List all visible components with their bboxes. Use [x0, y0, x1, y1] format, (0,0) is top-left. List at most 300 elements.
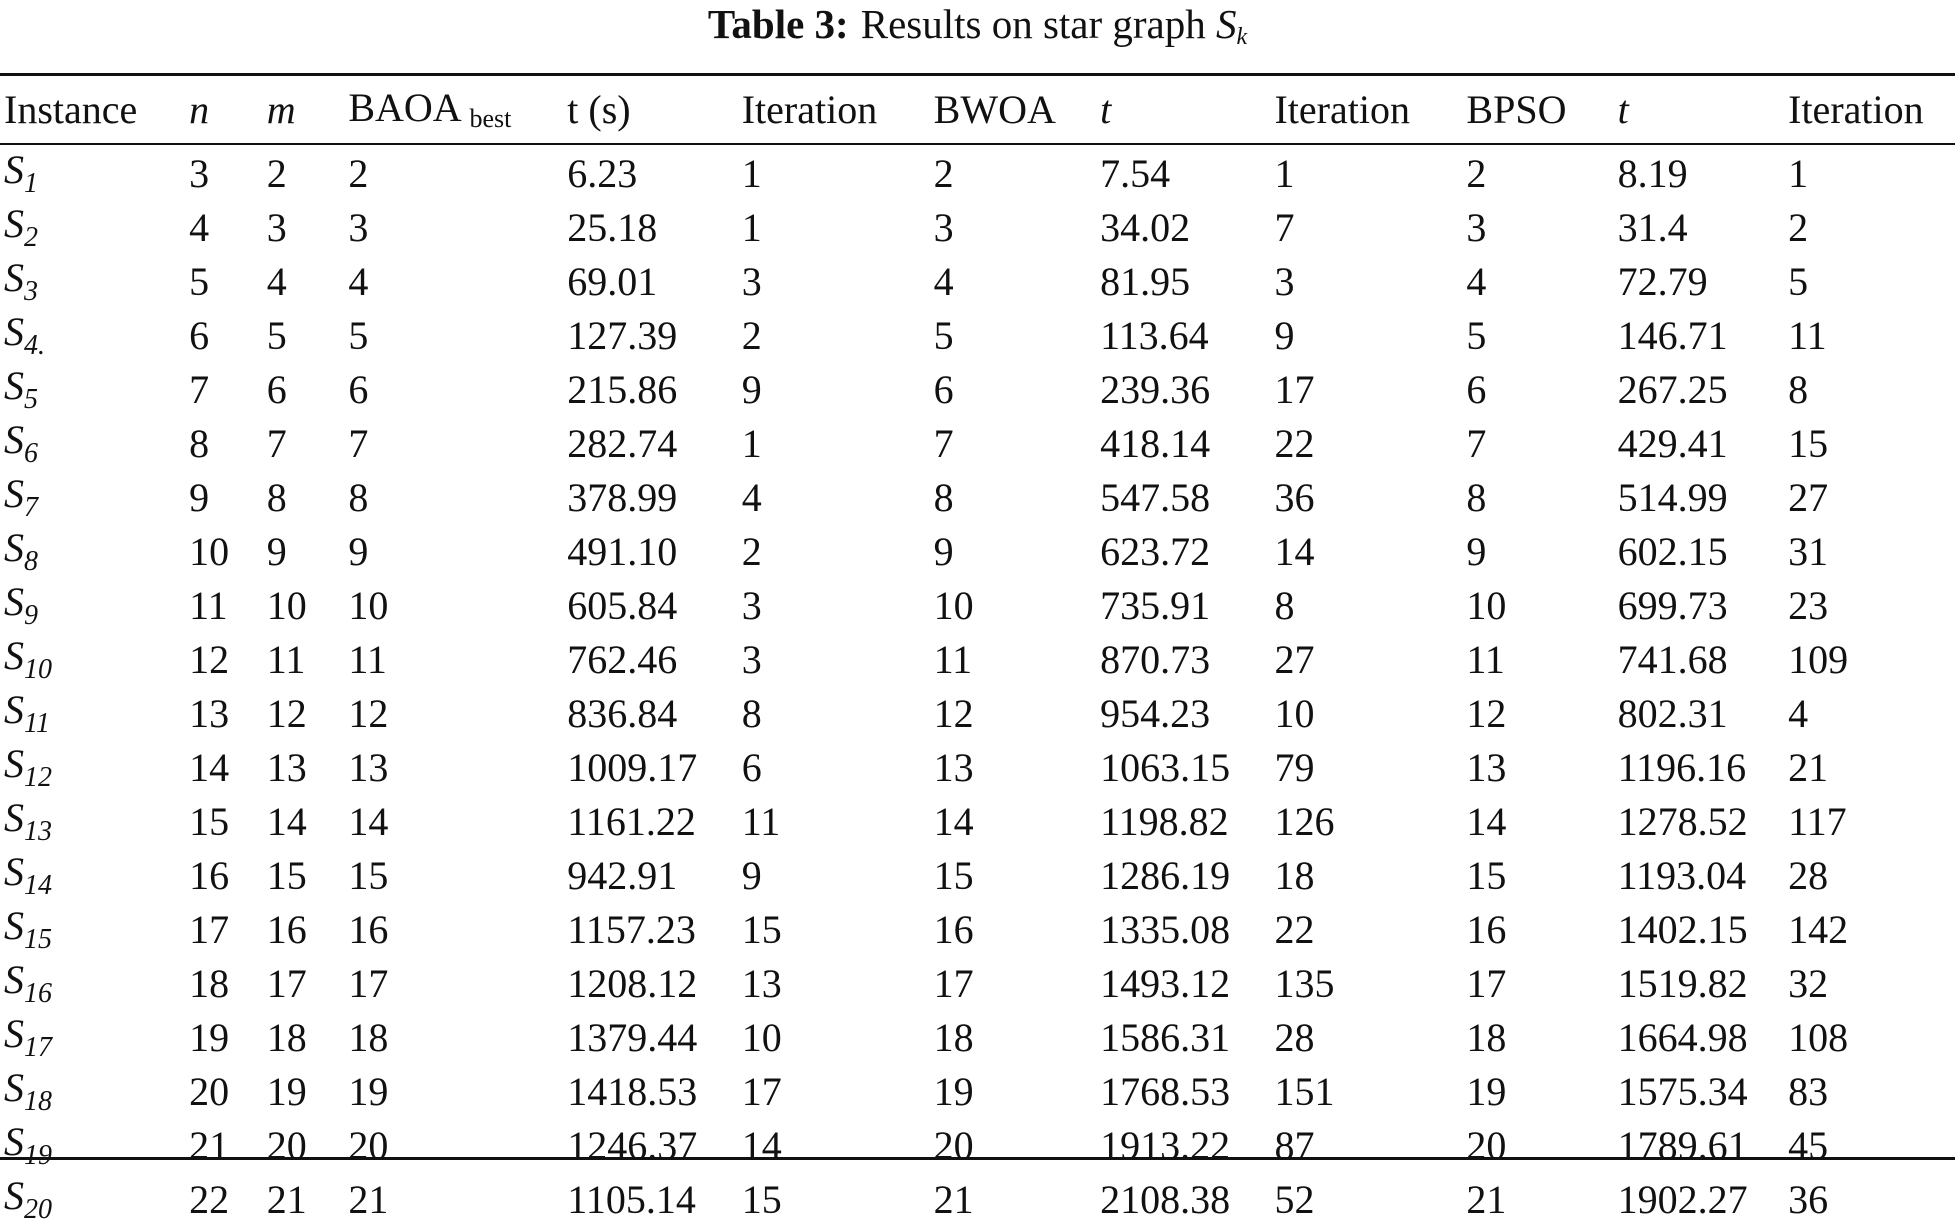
cell-bwoa: 15	[933, 852, 974, 898]
cell-baoa-best: 11	[348, 636, 387, 682]
cell-instance	[0, 794, 185, 848]
cell-bpso: 4	[1466, 258, 1487, 304]
cell-bwoa-iteration: 36	[1274, 474, 1315, 520]
header-m: m	[266, 86, 296, 132]
cell-m: 16	[266, 906, 307, 952]
header-bwoa-iteration: Iteration	[1274, 86, 1410, 132]
cell-bpso-iteration: 109	[1788, 636, 1849, 682]
cell-baoa-iteration: 2	[741, 528, 762, 574]
cell-bpso-time: 146.71	[1617, 312, 1728, 358]
header-bwoa: BWOA	[933, 86, 1056, 132]
cell-n: 20	[189, 1068, 230, 1114]
cell-bwoa-time: 1493.12	[1100, 960, 1231, 1006]
cell-bpso-iteration: 36	[1788, 1176, 1829, 1222]
table-row	[0, 794, 1955, 848]
cell-bpso-iteration: 28	[1788, 852, 1829, 898]
cell-instance	[0, 632, 185, 686]
cell-n: 4	[189, 204, 210, 250]
results-table	[0, 78, 1955, 1226]
cell-instance	[0, 362, 185, 416]
cell-baoa-best: 21	[348, 1176, 389, 1222]
cell-n: 17	[189, 906, 230, 952]
cell-n: 15	[189, 798, 230, 844]
instance-symbol: S	[4, 471, 24, 516]
cell-bpso: 9	[1466, 528, 1487, 574]
cell-baoa-best: 8	[348, 474, 369, 520]
cell-bwoa-time: 418.14	[1100, 420, 1211, 466]
cell-m: 11	[266, 636, 306, 682]
cell-baoa-time: 378.99	[567, 474, 678, 520]
header-baoa-iteration: Iteration	[741, 86, 878, 132]
instance-subscript: 8	[24, 546, 38, 577]
cell-instance	[0, 470, 185, 524]
cell-m: 12	[266, 690, 307, 736]
cell-bpso-iteration: 27	[1788, 474, 1829, 520]
cell-baoa-time: 215.86	[567, 366, 678, 412]
cell-bpso: 7	[1466, 420, 1487, 466]
table-caption	[0, 0, 1955, 61]
cell-m: 3	[266, 204, 287, 250]
table-row	[0, 200, 1955, 254]
table-row	[0, 146, 1955, 200]
table-row	[0, 524, 1955, 578]
cell-bwoa: 7	[933, 420, 954, 466]
cell-bpso-iteration: 31	[1788, 528, 1829, 574]
instance-subscript: 2	[24, 222, 38, 253]
cell-bwoa-iteration: 126	[1274, 798, 1335, 844]
cell-bpso-iteration: 32	[1788, 960, 1829, 1006]
cell-n: 16	[189, 852, 230, 898]
cell-bpso-time: 1519.82	[1617, 960, 1748, 1006]
cell-bwoa-time: 1913.22	[1100, 1122, 1231, 1168]
instance-subscript: 3	[24, 276, 38, 307]
table-row	[0, 1010, 1955, 1064]
cell-bwoa-time: 1063.15	[1100, 744, 1231, 790]
cell-bpso-time: 802.31	[1617, 690, 1728, 736]
cell-bwoa: 18	[933, 1014, 974, 1060]
cell-n: 14	[189, 744, 230, 790]
cell-bwoa-iteration: 79	[1274, 744, 1315, 790]
cell-bwoa: 2	[933, 150, 954, 196]
header-bpso: BPSO	[1466, 86, 1567, 132]
instance-subscript: 6	[24, 438, 38, 469]
cell-baoa-iteration: 9	[741, 366, 762, 412]
cell-bwoa: 9	[933, 528, 954, 574]
cell-baoa-best: 4	[348, 258, 369, 304]
cell-bpso-time: 741.68	[1617, 636, 1728, 682]
table-row	[0, 1064, 1955, 1118]
table-row	[0, 740, 1955, 794]
instance-subscript: 12	[24, 762, 52, 793]
cell-bpso: 14	[1466, 798, 1507, 844]
cell-baoa-best: 17	[348, 960, 389, 1006]
cell-n: 5	[189, 258, 210, 304]
instance-symbol: S	[4, 633, 24, 678]
cell-bwoa: 10	[933, 582, 974, 628]
cell-instance	[0, 254, 185, 308]
header-baoa-label: BAOA	[348, 85, 460, 130]
cell-bwoa: 14	[933, 798, 974, 844]
cell-bwoa: 12	[933, 690, 974, 736]
cell-bwoa-time: 623.72	[1100, 528, 1211, 574]
cell-bwoa-iteration: 27	[1274, 636, 1315, 682]
cell-baoa-best: 10	[348, 582, 389, 628]
cell-bwoa-iteration: 18	[1274, 852, 1315, 898]
cell-bwoa: 17	[933, 960, 974, 1006]
cell-m: 14	[266, 798, 307, 844]
table-row	[0, 632, 1955, 686]
cell-n: 11	[189, 582, 228, 628]
cell-bwoa-time: 239.36	[1100, 366, 1211, 412]
instance-subscript: 7	[24, 492, 38, 523]
cell-baoa-time: 1246.37	[567, 1122, 698, 1168]
instance-symbol: S	[4, 1173, 24, 1218]
cell-n: 9	[189, 474, 210, 520]
instance-symbol: S	[4, 147, 24, 192]
header-baoa-subscript: best	[469, 104, 512, 133]
cell-instance	[0, 1010, 185, 1064]
instance-subscript: 5	[24, 384, 38, 415]
instance-subscript: 10	[24, 654, 52, 685]
instance-symbol: S	[4, 255, 24, 300]
cell-bwoa: 11	[933, 636, 973, 682]
cell-n: 12	[189, 636, 230, 682]
cell-bwoa-iteration: 151	[1274, 1068, 1335, 1114]
cell-bwoa: 5	[933, 312, 954, 358]
cell-m: 8	[266, 474, 287, 520]
cell-bpso: 10	[1466, 582, 1507, 628]
cell-baoa-time: 69.01	[567, 258, 658, 304]
cell-bpso: 16	[1466, 906, 1507, 952]
cell-instance	[0, 416, 185, 470]
cell-bwoa-iteration: 52	[1274, 1176, 1315, 1222]
cell-baoa-time: 1418.53	[567, 1068, 698, 1114]
table-top-rule	[0, 73, 1955, 76]
cell-bpso: 21	[1466, 1176, 1507, 1222]
header-baoa-best	[344, 78, 563, 140]
instance-subscript: 11	[24, 708, 50, 739]
cell-bpso-time: 1902.27	[1617, 1176, 1748, 1222]
cell-bpso-iteration: 15	[1788, 420, 1829, 466]
cell-bwoa: 8	[933, 474, 954, 520]
cell-bwoa-iteration: 87	[1274, 1122, 1315, 1168]
instance-symbol: S	[4, 579, 24, 624]
cell-n: 13	[189, 690, 230, 736]
cell-m: 19	[266, 1068, 307, 1114]
cell-m: 17	[266, 960, 307, 1006]
table-row	[0, 416, 1955, 470]
instance-symbol: S	[4, 795, 24, 840]
cell-bwoa-time: 34.02	[1100, 204, 1191, 250]
cell-m: 4	[266, 258, 287, 304]
cell-bwoa: 6	[933, 366, 954, 412]
caption-text: Results on star graph	[860, 1, 1206, 47]
cell-bwoa: 20	[933, 1122, 974, 1168]
instance-symbol: S	[4, 1065, 24, 1110]
cell-baoa-time: 491.10	[567, 528, 678, 574]
cell-bpso-time: 1278.52	[1617, 798, 1748, 844]
cell-baoa-time: 1208.12	[567, 960, 698, 1006]
cell-baoa-best: 7	[348, 420, 369, 466]
cell-baoa-iteration: 2	[741, 312, 762, 358]
cell-baoa-time: 1161.22	[567, 798, 696, 844]
table-row	[0, 902, 1955, 956]
cell-baoa-time: 836.84	[567, 690, 678, 736]
cell-bwoa-time: 7.54	[1100, 150, 1171, 196]
cell-instance	[0, 902, 185, 956]
cell-n: 19	[189, 1014, 230, 1060]
cell-bpso-iteration: 83	[1788, 1068, 1829, 1114]
table-body	[0, 140, 1955, 1226]
table-row	[0, 578, 1955, 632]
instance-symbol: S	[4, 957, 24, 1002]
cell-instance	[0, 1172, 185, 1226]
cell-instance	[0, 740, 185, 794]
instance-symbol: S	[4, 849, 24, 894]
instance-symbol: S	[4, 1011, 24, 1056]
instance-subscript: 15	[24, 924, 52, 955]
table-row	[0, 362, 1955, 416]
cell-bpso-iteration: 1	[1788, 150, 1809, 196]
cell-bpso-time: 267.25	[1617, 366, 1728, 412]
cell-bwoa-time: 547.58	[1100, 474, 1211, 520]
cell-bwoa-iteration: 10	[1274, 690, 1315, 736]
cell-bpso: 15	[1466, 852, 1507, 898]
cell-instance	[0, 1064, 185, 1118]
cell-bpso: 3	[1466, 204, 1487, 250]
cell-bpso-time: 8.19	[1617, 150, 1688, 196]
instance-subscript: 13	[24, 816, 52, 847]
cell-bpso-time: 72.79	[1617, 258, 1708, 304]
instance-symbol: S	[4, 201, 24, 246]
table-row	[0, 1172, 1955, 1226]
cell-m: 21	[266, 1176, 307, 1222]
cell-baoa-iteration: 11	[741, 798, 781, 844]
cell-bwoa: 13	[933, 744, 974, 790]
table-row	[0, 848, 1955, 902]
header-bpso-time: t	[1617, 86, 1629, 132]
cell-bwoa-time: 1286.19	[1100, 852, 1231, 898]
cell-n: 22	[189, 1176, 230, 1222]
instance-subscript: 19	[24, 1140, 52, 1171]
cell-bpso-iteration: 117	[1788, 798, 1847, 844]
header-n: n	[189, 86, 210, 132]
cell-baoa-iteration: 9	[741, 852, 762, 898]
cell-baoa-iteration: 13	[741, 960, 782, 1006]
cell-bwoa-iteration: 8	[1274, 582, 1295, 628]
cell-baoa-best: 9	[348, 528, 369, 574]
cell-bwoa-iteration: 7	[1274, 204, 1295, 250]
cell-instance	[0, 308, 185, 362]
cell-bpso: 5	[1466, 312, 1487, 358]
instance-symbol: S	[4, 417, 24, 462]
instance-symbol: S	[4, 363, 24, 408]
cell-bpso-time: 1193.04	[1617, 852, 1747, 898]
table-row	[0, 254, 1955, 308]
cell-bwoa-iteration: 9	[1274, 312, 1295, 358]
table-row	[0, 470, 1955, 524]
cell-bwoa-time: 954.23	[1100, 690, 1211, 736]
cell-bwoa-iteration: 3	[1274, 258, 1295, 304]
cell-bwoa-time: 1335.08	[1100, 906, 1231, 952]
caption-symbol-subscript: k	[1236, 24, 1248, 50]
cell-bpso-time: 602.15	[1617, 528, 1728, 574]
cell-n: 10	[189, 528, 230, 574]
instance-subscript: 17	[24, 1032, 52, 1063]
cell-bpso-time: 429.41	[1617, 420, 1728, 466]
cell-baoa-best: 6	[348, 366, 369, 412]
cell-instance	[0, 524, 185, 578]
cell-baoa-best: 2	[348, 150, 369, 196]
instance-symbol: S	[4, 309, 24, 354]
instance-symbol: S	[4, 741, 24, 786]
cell-baoa-iteration: 8	[741, 690, 762, 736]
cell-instance	[0, 686, 185, 740]
cell-bpso-time: 1402.15	[1617, 906, 1748, 952]
cell-baoa-time: 6.23	[567, 150, 638, 196]
cell-m: 2	[266, 150, 287, 196]
instance-subscript: 1	[24, 168, 38, 199]
cell-bpso-iteration: 11	[1788, 312, 1827, 358]
cell-baoa-time: 282.74	[567, 420, 678, 466]
caption-symbol: S	[1216, 1, 1237, 47]
caption-label: Table 3:	[707, 1, 849, 47]
cell-bpso-iteration: 4	[1788, 690, 1809, 736]
cell-bpso-iteration: 108	[1788, 1014, 1849, 1060]
cell-m: 5	[266, 312, 287, 358]
cell-baoa-iteration: 14	[741, 1122, 782, 1168]
cell-bwoa-iteration: 28	[1274, 1014, 1315, 1060]
instance-subscript: 14	[24, 870, 52, 901]
cell-bpso: 18	[1466, 1014, 1507, 1060]
cell-baoa-best: 13	[348, 744, 389, 790]
cell-n: 7	[189, 366, 210, 412]
cell-bwoa-iteration: 22	[1274, 906, 1315, 952]
cell-n: 3	[189, 150, 210, 196]
cell-n: 6	[189, 312, 210, 358]
table-row	[0, 1118, 1955, 1172]
cell-bpso: 17	[1466, 960, 1507, 1006]
cell-n: 8	[189, 420, 210, 466]
instance-subscript: 18	[24, 1086, 52, 1117]
cell-bwoa-time: 81.95	[1100, 258, 1191, 304]
cell-bpso-time: 1664.98	[1617, 1014, 1748, 1060]
table-row	[0, 686, 1955, 740]
cell-bpso: 20	[1466, 1122, 1507, 1168]
cell-baoa-iteration: 4	[741, 474, 762, 520]
cell-bwoa: 16	[933, 906, 974, 952]
instance-symbol: S	[4, 687, 24, 732]
cell-bpso-iteration: 45	[1788, 1122, 1829, 1168]
cell-m: 6	[266, 366, 287, 412]
cell-baoa-best: 20	[348, 1122, 389, 1168]
instance-symbol: S	[4, 1119, 24, 1164]
cell-bpso-time: 514.99	[1617, 474, 1728, 520]
cell-m: 7	[266, 420, 287, 466]
instance-symbol: S	[4, 525, 24, 570]
cell-bwoa: 4	[933, 258, 954, 304]
cell-baoa-time: 942.91	[567, 852, 678, 898]
cell-n: 21	[189, 1122, 230, 1168]
instance-subscript: 9	[24, 600, 38, 631]
cell-instance	[0, 1118, 185, 1172]
cell-bpso-iteration: 23	[1788, 582, 1829, 628]
cell-m: 9	[266, 528, 287, 574]
cell-bwoa: 21	[933, 1176, 974, 1222]
cell-baoa-iteration: 17	[741, 1068, 782, 1114]
cell-instance	[0, 578, 185, 632]
cell-bpso-iteration: 5	[1788, 258, 1809, 304]
cell-m: 18	[266, 1014, 307, 1060]
cell-bpso: 12	[1466, 690, 1507, 736]
cell-bpso-iteration: 21	[1788, 744, 1829, 790]
cell-baoa-best: 5	[348, 312, 369, 358]
cell-m: 10	[266, 582, 307, 628]
cell-bwoa-iteration: 135	[1274, 960, 1335, 1006]
cell-bwoa-time: 1768.53	[1100, 1068, 1231, 1114]
cell-baoa-best: 3	[348, 204, 369, 250]
cell-baoa-iteration: 1	[741, 420, 762, 466]
cell-instance	[0, 200, 185, 254]
cell-m: 13	[266, 744, 307, 790]
cell-baoa-best: 16	[348, 906, 389, 952]
cell-bpso-iteration: 8	[1788, 366, 1809, 412]
table-row	[0, 956, 1955, 1010]
cell-bpso: 6	[1466, 366, 1487, 412]
header-baoa-time: t (s)	[567, 86, 631, 132]
instance-subscript: 16	[24, 978, 52, 1009]
cell-baoa-iteration: 3	[741, 258, 762, 304]
cell-baoa-iteration: 3	[741, 582, 762, 628]
cell-bwoa-iteration: 14	[1274, 528, 1315, 574]
cell-m: 20	[266, 1122, 307, 1168]
cell-bwoa-time: 870.73	[1100, 636, 1211, 682]
instance-subscript: 20	[24, 1194, 52, 1225]
header-bpso-iteration: Iteration	[1788, 86, 1924, 132]
cell-bwoa-iteration: 17	[1274, 366, 1315, 412]
header-row	[0, 78, 1955, 140]
cell-baoa-time: 1157.23	[567, 906, 696, 952]
cell-baoa-iteration: 1	[741, 150, 762, 196]
cell-bpso-time: 31.4	[1617, 204, 1688, 250]
cell-bwoa: 19	[933, 1068, 974, 1114]
cell-baoa-best: 15	[348, 852, 389, 898]
cell-baoa-iteration: 15	[741, 906, 782, 952]
cell-bpso-time: 699.73	[1617, 582, 1728, 628]
cell-bpso: 13	[1466, 744, 1507, 790]
cell-bpso-iteration: 142	[1788, 906, 1849, 952]
table-row	[0, 308, 1955, 362]
cell-bwoa-iteration: 1	[1274, 150, 1295, 196]
cell-instance	[0, 956, 185, 1010]
cell-baoa-iteration: 10	[741, 1014, 782, 1060]
cell-baoa-best: 18	[348, 1014, 389, 1060]
cell-instance	[0, 146, 185, 200]
cell-bpso-time: 1789.61	[1617, 1122, 1748, 1168]
header-bwoa-time: t	[1100, 86, 1112, 132]
cell-baoa-time: 762.46	[567, 636, 678, 682]
cell-bpso-iteration: 2	[1788, 204, 1809, 250]
cell-instance	[0, 848, 185, 902]
cell-baoa-time: 25.18	[567, 204, 658, 250]
cell-bwoa-time: 113.64	[1100, 312, 1209, 358]
cell-bpso-time: 1575.34	[1617, 1068, 1748, 1114]
cell-bwoa-time: 2108.38	[1100, 1176, 1231, 1222]
cell-bpso: 8	[1466, 474, 1487, 520]
cell-baoa-time: 1105.14	[567, 1176, 696, 1222]
cell-bpso: 11	[1466, 636, 1505, 682]
cell-baoa-time: 127.39	[567, 312, 678, 358]
